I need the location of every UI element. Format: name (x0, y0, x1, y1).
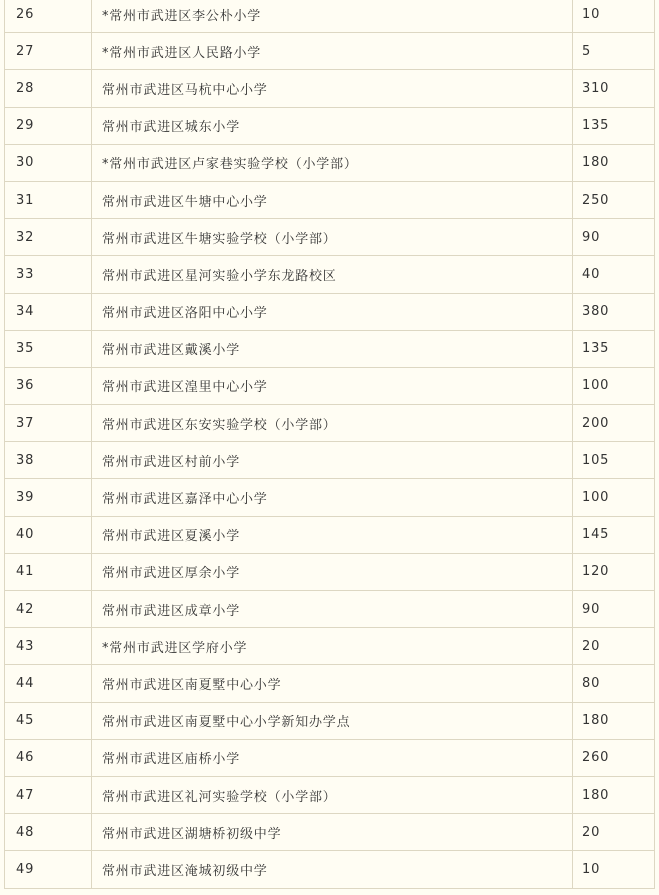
school-name: 常州市武进区夏溪小学 (92, 516, 573, 553)
school-name: 常州市武进区湟里中心小学 (92, 367, 573, 404)
quota-count: 5 (573, 33, 655, 70)
table-row (5, 591, 655, 628)
table-row (5, 219, 655, 256)
quota-count: 10 (573, 0, 655, 33)
table-row (5, 739, 655, 776)
quota-count: 20 (573, 814, 655, 851)
quota-count: 40 (573, 256, 655, 293)
table-row (5, 144, 655, 181)
school-name: 常州市武进区东安实验学校（小学部） (92, 405, 573, 442)
table-row (5, 293, 655, 330)
table-row (5, 776, 655, 813)
school-name: 常州市武进区马杭中心小学 (92, 70, 573, 107)
table-row (5, 851, 655, 888)
school-name: 常州市武进区戴溪小学 (92, 330, 573, 367)
school-name: *常州市武进区学府小学 (92, 628, 573, 665)
school-name: 常州市武进区南夏墅中心小学新知办学点 (92, 702, 573, 739)
table-row (5, 814, 655, 851)
row-number: 37 (5, 405, 92, 442)
quota-count: 310 (573, 70, 655, 107)
school-name: 常州市武进区成章小学 (92, 591, 573, 628)
row-number: 28 (5, 70, 92, 107)
quota-count: 80 (573, 665, 655, 702)
row-number: 36 (5, 367, 92, 404)
school-name: 常州市武进区城东小学 (92, 107, 573, 144)
row-number: 33 (5, 256, 92, 293)
quota-count: 200 (573, 405, 655, 442)
school-name: *常州市武进区卢家巷实验学校（小学部） (92, 144, 573, 181)
row-number: 34 (5, 293, 92, 330)
row-number: 44 (5, 665, 92, 702)
table-row (5, 628, 655, 665)
quota-count: 135 (573, 107, 655, 144)
quota-count: 120 (573, 553, 655, 590)
school-name: 常州市武进区庙桥小学 (92, 739, 573, 776)
quota-count: 180 (573, 144, 655, 181)
school-name: *常州市武进区李公朴小学 (92, 0, 573, 33)
row-number: 46 (5, 739, 92, 776)
table-row (5, 479, 655, 516)
quota-count: 90 (573, 591, 655, 628)
table-row (5, 107, 655, 144)
table-row (5, 33, 655, 70)
quota-count: 260 (573, 739, 655, 776)
table-row (5, 665, 655, 702)
school-name: 常州市武进区牛塘中心小学 (92, 181, 573, 218)
table-row (5, 0, 655, 33)
table-row (5, 70, 655, 107)
school-name: 常州市武进区南夏墅中心小学 (92, 665, 573, 702)
school-name: 常州市武进区星河实验小学东龙路校区 (92, 256, 573, 293)
row-number: 35 (5, 330, 92, 367)
quota-count: 105 (573, 442, 655, 479)
quota-count: 380 (573, 293, 655, 330)
row-number: 30 (5, 144, 92, 181)
table-row (5, 181, 655, 218)
table-row (5, 553, 655, 590)
table-row (5, 702, 655, 739)
row-number: 49 (5, 851, 92, 888)
row-number: 48 (5, 814, 92, 851)
quota-count: 180 (573, 776, 655, 813)
school-name: 常州市武进区淹城初级中学 (92, 851, 573, 888)
row-number: 41 (5, 553, 92, 590)
table-row (5, 367, 655, 404)
quota-count: 100 (573, 367, 655, 404)
row-number: 38 (5, 442, 92, 479)
school-name: 常州市武进区礼河实验学校（小学部） (92, 776, 573, 813)
quota-count: 180 (573, 702, 655, 739)
school-name: 常州市武进区村前小学 (92, 442, 573, 479)
row-number: 43 (5, 628, 92, 665)
quota-count: 90 (573, 219, 655, 256)
row-number: 47 (5, 776, 92, 813)
row-number: 40 (5, 516, 92, 553)
row-number: 45 (5, 702, 92, 739)
row-number: 32 (5, 219, 92, 256)
table-body (5, 0, 655, 888)
school-name: 常州市武进区厚余小学 (92, 553, 573, 590)
quota-count: 10 (573, 851, 655, 888)
school-name: *常州市武进区人民路小学 (92, 33, 573, 70)
row-number: 26 (5, 0, 92, 33)
quota-count: 135 (573, 330, 655, 367)
school-name: 常州市武进区嘉泽中心小学 (92, 479, 573, 516)
quota-count: 20 (573, 628, 655, 665)
school-name: 常州市武进区湖塘桥初级中学 (92, 814, 573, 851)
table-row (5, 330, 655, 367)
school-name: 常州市武进区牛塘实验学校（小学部） (92, 219, 573, 256)
school-name: 常州市武进区洛阳中心小学 (92, 293, 573, 330)
row-number: 39 (5, 479, 92, 516)
quota-count: 250 (573, 181, 655, 218)
quota-count: 145 (573, 516, 655, 553)
quota-count: 100 (573, 479, 655, 516)
row-number: 29 (5, 107, 92, 144)
table-row (5, 256, 655, 293)
table-row (5, 516, 655, 553)
row-number: 31 (5, 181, 92, 218)
table-row (5, 442, 655, 479)
row-number: 27 (5, 33, 92, 70)
table-row (5, 405, 655, 442)
school-quota-table (4, 0, 655, 889)
row-number: 42 (5, 591, 92, 628)
